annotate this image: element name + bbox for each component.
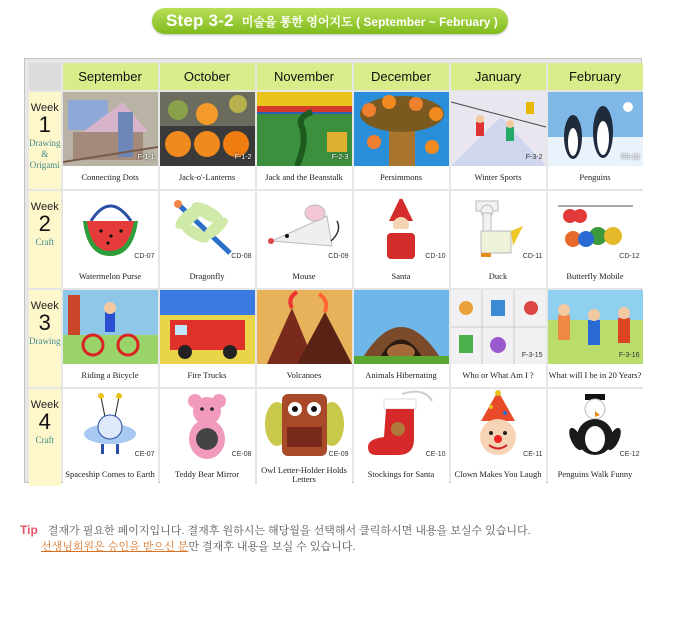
month-header-december[interactable]: December xyxy=(354,63,449,90)
activity-code: F-2-3 xyxy=(331,154,349,161)
section-subtitle: 미술을 통한 영어지도 ( September ~ February ) xyxy=(241,14,498,29)
activity-card[interactable] xyxy=(257,92,352,189)
activity-caption: Stockings for Santa xyxy=(367,469,435,479)
activity-caption: Owl Letter-Holder Holds Letters xyxy=(261,464,347,484)
week-label: Week xyxy=(30,399,59,411)
activity-card[interactable] xyxy=(257,191,352,288)
activity-card[interactable] xyxy=(451,92,546,189)
activity-caption: Mouse xyxy=(292,271,316,281)
activity-code: F-3-15 xyxy=(521,352,543,359)
activity-image-volcanoes xyxy=(257,290,352,364)
activity-card[interactable] xyxy=(354,191,449,288)
activity-card[interactable] xyxy=(548,92,643,189)
activity-image-persimmons xyxy=(354,92,449,166)
activity-code: CD-11 xyxy=(522,253,543,260)
activity-caption: What will I be in 20 Years? xyxy=(548,370,642,380)
activity-caption: Riding a Bicycle xyxy=(81,370,139,380)
activity-code: CE-07 xyxy=(134,451,155,458)
activity-caption: Dragonfly xyxy=(189,271,225,281)
activity-card[interactable] xyxy=(63,290,158,387)
activity-caption: Penguins xyxy=(579,172,611,182)
table-corner xyxy=(29,63,61,90)
step-label: Step 3-2 xyxy=(166,11,234,30)
activity-card[interactable] xyxy=(63,92,158,189)
section-title xyxy=(152,8,508,34)
week-activity-type: Craft xyxy=(35,237,54,247)
activity-code: CD-09 xyxy=(328,253,349,260)
activity-code: F3-13 xyxy=(621,154,640,161)
week-activity-type: Drawing & Origami xyxy=(29,138,61,170)
activity-code: CE-11 xyxy=(523,451,543,458)
activity-code: CD-12 xyxy=(619,253,640,260)
activity-caption: Jack and the Beanstalk xyxy=(265,172,343,182)
activity-card[interactable] xyxy=(548,290,643,387)
activity-code: F-3-16 xyxy=(618,352,640,359)
tip-notice xyxy=(20,522,531,555)
tip-line-2-rest: 만 결재후 내용을 보실 수 있습니다. xyxy=(188,541,356,553)
activity-card[interactable] xyxy=(354,290,449,387)
week-number: 3 xyxy=(38,310,51,335)
week-label: Week xyxy=(30,300,59,312)
activity-code: CE-12 xyxy=(619,451,640,458)
week-number: 1 xyxy=(38,112,51,137)
activity-caption: Who or What Am I ? xyxy=(462,370,534,380)
week-activity-type: Drawing xyxy=(29,336,61,346)
curriculum-table xyxy=(24,58,642,483)
activity-card[interactable] xyxy=(548,389,643,486)
month-header-february[interactable]: February xyxy=(548,63,643,90)
teacher-approval-link[interactable]: 선생님회원은 승인을 받으신 분 xyxy=(41,541,189,553)
activity-card[interactable] xyxy=(548,191,643,288)
activity-caption: Jack-o'-Lanterns xyxy=(178,172,236,182)
activity-caption: Santa xyxy=(391,271,411,281)
activity-code: CD-08 xyxy=(231,253,252,260)
activity-code: CD-07 xyxy=(134,253,155,260)
activity-code: CE-08 xyxy=(231,451,252,458)
week-activity-type: Craft xyxy=(35,435,54,445)
activity-caption: Connecting Dots xyxy=(81,172,139,182)
week-1-header xyxy=(29,92,61,189)
activity-card[interactable] xyxy=(160,191,255,288)
activity-caption: Teddy Bear Mirror xyxy=(174,469,240,479)
activity-caption: Penguins Walk Funny xyxy=(557,469,633,479)
activity-card[interactable] xyxy=(354,92,449,189)
activity-image-fire-trucks xyxy=(160,290,255,364)
month-header-january[interactable]: January xyxy=(451,63,546,90)
activity-card[interactable] xyxy=(63,191,158,288)
activity-card[interactable] xyxy=(160,290,255,387)
activity-card[interactable] xyxy=(354,389,449,486)
activity-card[interactable] xyxy=(63,389,158,486)
activity-code: CE-10 xyxy=(425,451,446,458)
activity-code: F-3-2 xyxy=(525,154,543,161)
activity-card[interactable] xyxy=(451,191,546,288)
week-number: 4 xyxy=(38,409,51,434)
activity-caption: Fire Trucks xyxy=(187,370,227,380)
month-header-october[interactable]: October xyxy=(160,63,255,90)
activity-caption: Watermelon Purse xyxy=(78,271,142,281)
week-4-header xyxy=(29,389,61,486)
activity-card[interactable] xyxy=(160,92,255,189)
activity-code: CE-09 xyxy=(328,451,349,458)
activity-code: F-1-1 xyxy=(137,154,155,161)
activity-caption: Persimmons xyxy=(379,172,423,182)
week-label: Week xyxy=(30,102,59,114)
week-2-header xyxy=(29,191,61,288)
activity-caption: Volcanoes xyxy=(286,370,322,380)
activity-code: F-1-2 xyxy=(234,154,252,161)
activity-card[interactable] xyxy=(451,290,546,387)
week-3-header xyxy=(29,290,61,387)
tip-label: Tip xyxy=(20,523,38,537)
week-label: Week xyxy=(30,201,59,213)
tip-line-1: 결재가 필요한 페이지입니다. 결재후 원하시는 해당월을 선택해서 클릭하시면 내용을 보실수 있습니다. xyxy=(47,525,531,537)
activity-caption: Winter Sports xyxy=(474,172,522,182)
month-header-november[interactable]: November xyxy=(257,63,352,90)
activity-caption: Animals Hibernating xyxy=(365,370,437,380)
activity-card[interactable] xyxy=(257,290,352,387)
activity-caption: Duck xyxy=(488,271,508,281)
activity-caption: Clown Makes You Laugh xyxy=(454,469,542,479)
month-header-september[interactable]: September xyxy=(63,63,158,90)
activity-image-riding-a-bicycle xyxy=(63,290,158,364)
activity-card[interactable] xyxy=(451,389,546,486)
activity-code: CD-10 xyxy=(425,253,446,260)
activity-image-animals-hibernating xyxy=(354,290,449,364)
activity-caption: Spaceship Comes to Earth xyxy=(65,469,155,479)
activity-card[interactable] xyxy=(160,389,255,486)
activity-card[interactable] xyxy=(257,389,352,486)
activity-caption: Butterfly Mobile xyxy=(566,271,624,281)
week-number: 2 xyxy=(38,211,51,236)
